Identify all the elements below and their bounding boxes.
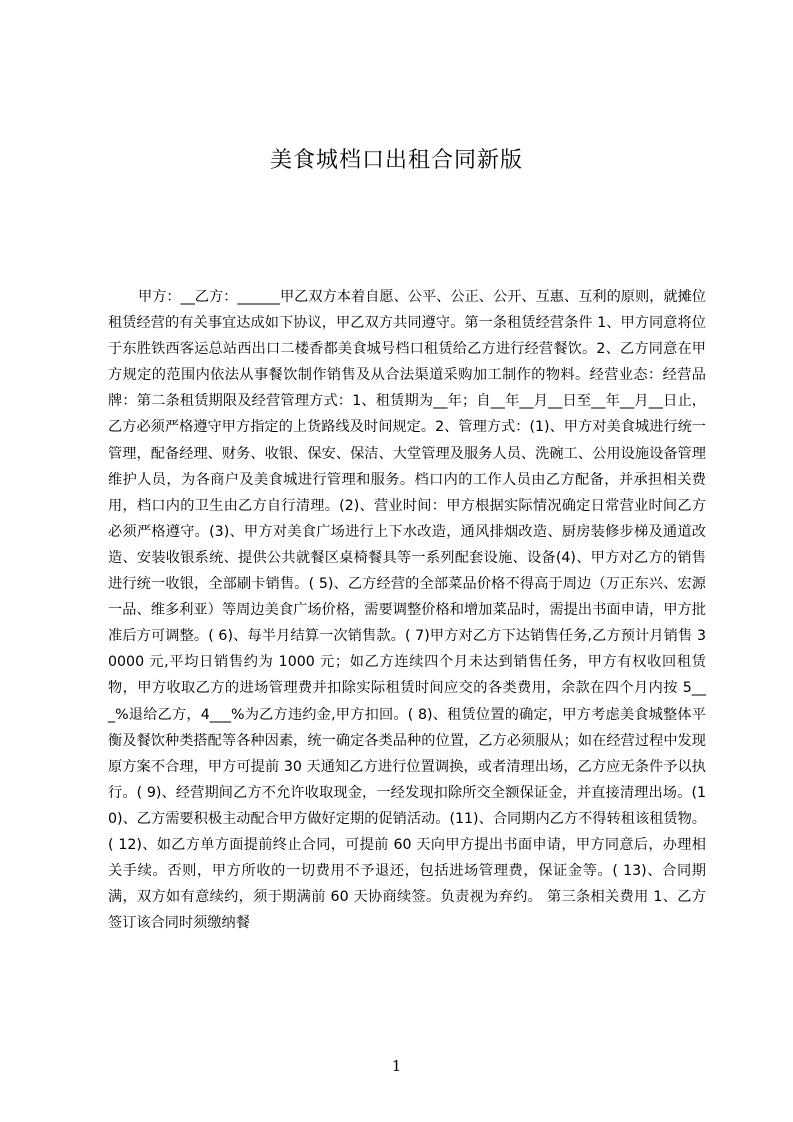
document-title: 美食城档口出租合同新版 (269, 148, 523, 173)
page-number: 1 (391, 1057, 402, 1075)
contract-body-paragraph: 甲方：__乙方：______甲乙双方本着自愿、公平、公正、公开、互惠、互利的原则，就摊位租赁经营的有关事宜达成如下协议，甲乙双方共同遵守。第一条租赁经营条件 1、甲方同意将位于东胜铁西客运总站西出口二楼香都美食城号档口租赁给乙方进行经营餐饮。2、乙方同意在甲方规定的范围内依法从事餐饮制作销售及从合法渠道采购加工制作的物料。经营业态：经营品牌：第二条租赁期限及经营管理方式：1、租赁期为__年；自__年__月__日至__年__月__日止，乙方必须严格遵守甲方指定的上货路线及时间规定。2、管理方式：(1)、甲方对美食城进行统一管理，配备经理、财务、收银、保安、保洁、大堂管理及服务人员、洗碗工、公用设施设备管理维护人员，为各商户及美食城进行管理和服务。档口内的工作人员由乙方配备，并承担相关费用，档口内的卫生由乙方自行清理。(2)、营业时间：甲方根据实际情况确定日常营业时间乙方必须严格遵守。(3)、甲方对美食广场进行上下水改造，通风排烟改造、厨房装修步梯及通道改造、安装收银系统、提供公共就餐区桌椅餐具等一系列配套设施、设备(4)、甲方对乙方的销售进行统一收银，全部刷卡销售。( 5)、乙方经营的全部菜品价格不得高于周边（万正东兴、宏源一品、维多利亚）等周边美食广场价格，需要调整价格和增加菜品时，需提出书面申请，甲方批准后方可调整。( 6)、每半月结算一次销售款。( 7)甲方对乙方下达销售任务,乙方预计月销售 30000 元,平均日销售约为 1000 元；如乙方连续四个月未达到销售任务，甲方有权收回租赁物，甲方收取乙方的进场管理费并扣除实际租赁时间应交的各类费用，余款在四个月内按 5___%退给乙方，4___%为乙方违约金,甲方扣回。( 8)、租赁位置的确定，甲方考虑美食城整体平衡及餐饮种类搭配等各种因素，统一确定各类品种的位置，乙方必须服从；如在经营过程中发现原方案不合理，甲方可提前 30 天通知乙方进行位置调换，或者清理出场，乙方应无条件予以执行。( 9)、经营期间乙方不允许收取现金，一经发现扣除所交全额保证金，并直接清理出场。(10)、乙方需要积极主动配合甲方做好定期的促销活动。(11)、合同期内乙方不得转租该租赁物。( 12)、如乙方单方面提前终止合同，可提前 60 天向甲方提出书面申请，甲方同意后，办理相关手续。否则，甲方所收的一切费用不予退还，包括进场管理费，保证金等。( 13)、合同期满，双方如有意续约，须于期满前 60 天协商续签。负责视为弃约。 第三条相关费用 1、乙方签订该合同时须缴纳餐 (108, 289, 706, 932)
